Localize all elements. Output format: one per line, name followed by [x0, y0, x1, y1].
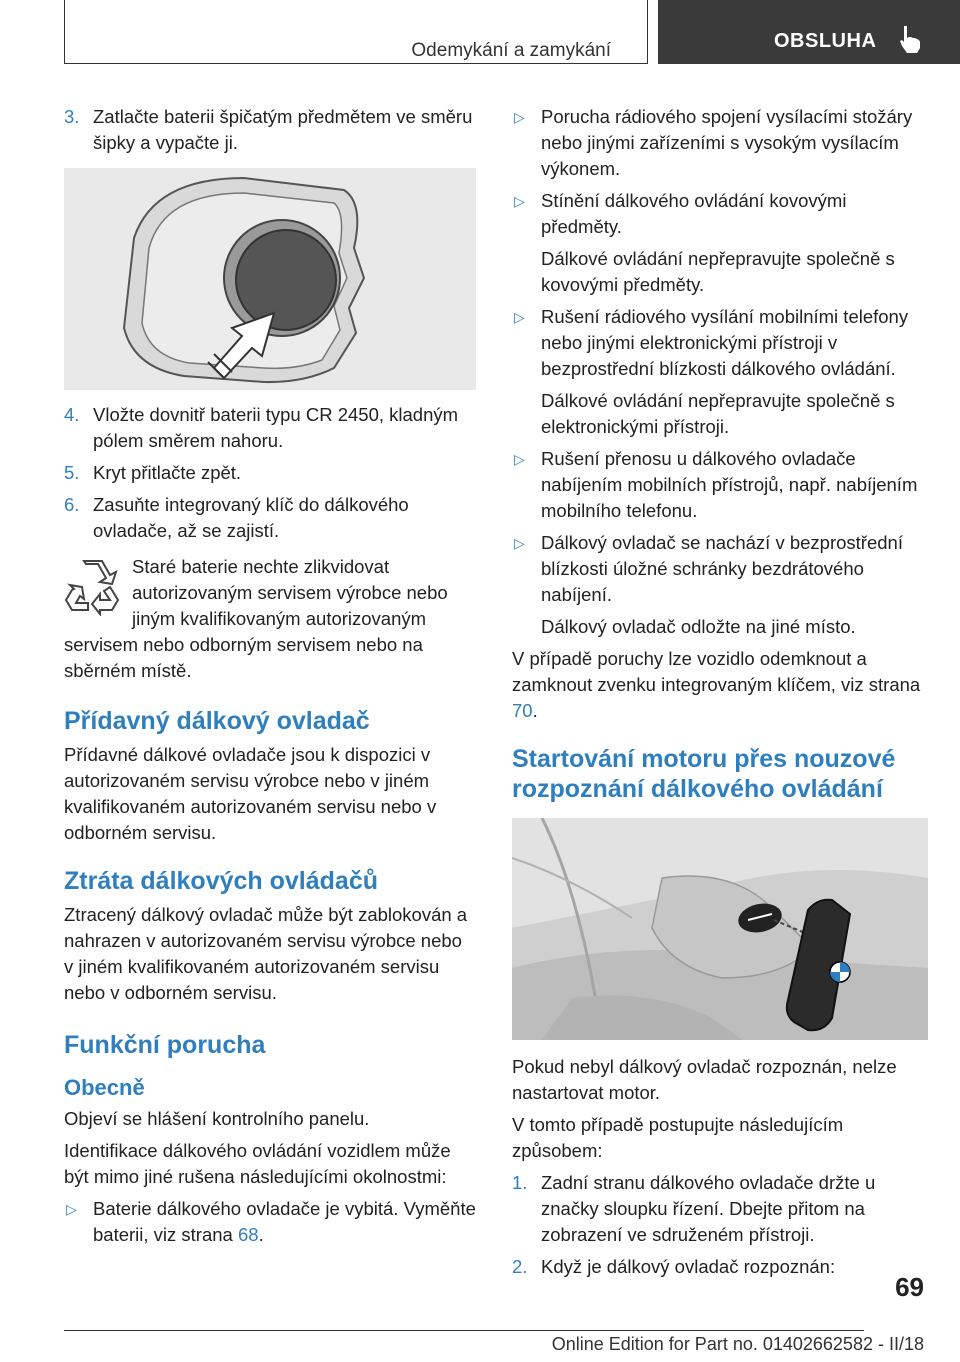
- bullet-metal-shielding: [512, 188, 928, 240]
- hand-pointer-icon: [898, 24, 924, 54]
- step-number: 4.: [64, 404, 80, 425]
- page-link-70[interactable]: 70: [512, 700, 533, 721]
- bullet-wireless-tray-note: Dálkový ovladač odložte na jiné místo.: [541, 616, 856, 637]
- header-chapter-title: OBSLUHA: [774, 30, 877, 52]
- start-step-1: [512, 1170, 928, 1248]
- bullet-text: Stínění dálkového ovládání kovovými předměty.: [541, 190, 847, 237]
- step-4: [64, 402, 476, 454]
- bullet-wireless-tray: [512, 530, 928, 608]
- bullet-metal-shielding-note: Dálkové ovládání nepřepravujte společně s kovovými předměty.: [541, 248, 895, 295]
- step-number: 3.: [64, 106, 80, 127]
- bullet-text-end: .: [258, 1224, 264, 1245]
- left-column: [64, 104, 476, 1254]
- step-text: Zasuňte integrovaný klíč do dálkového ovladače, až se zajistí.: [93, 494, 409, 541]
- bullet-text: Dálkový ovladač se nachází v bezprostřední blízkosti úložné schránky bezdrátového nabíjení.: [541, 532, 903, 605]
- recycle-note: [64, 554, 476, 684]
- header-chapter-tab: [658, 0, 960, 64]
- paragraph-general-2: Identifikace dálkového ovládání vozidlem může být mimo jiné rušena následujícími okolnostmi:: [64, 1140, 451, 1187]
- paragraph-general-1: Objeví se hlášení kontrolního panelu.: [64, 1108, 370, 1129]
- header-section-title: Odemykání a zamykání: [411, 40, 611, 61]
- step-number: 1.: [512, 1172, 528, 1193]
- step-5: [64, 460, 476, 486]
- paragraph-text: V případě poruchy lze vozidlo odemknout a zamknout zvenku integrovaným klíčem, viz strana: [512, 648, 921, 695]
- bullet-text: Rušení přenosu u dálkového ovladače nabíjením mobilních přístrojů, např. nabíjením mobilního telefonu.: [541, 448, 918, 521]
- bullet-mobile-interference: [512, 304, 928, 382]
- triangle-bullet-icon: ▷: [514, 309, 525, 325]
- step-number: 5.: [64, 462, 80, 483]
- step-text: Vložte dovnitř baterii typu CR 2450, kladným pólem směrem nahoru.: [93, 404, 459, 451]
- heading-emergency-start: Startování motoru přes nouzové rozpoznání dálkového ovládání: [512, 745, 896, 803]
- triangle-bullet-icon: ▷: [514, 451, 525, 467]
- paragraph-start-1: Pokud nebyl dálkový ovladač rozpoznán, nelze nastartovat motor.: [512, 1056, 897, 1103]
- step-text: Když je dálkový ovladač rozpoznán:: [541, 1256, 836, 1277]
- step-3: [64, 104, 476, 156]
- key-fob-drawing: [64, 168, 476, 390]
- triangle-bullet-icon: ▷: [514, 193, 525, 209]
- footer-edition: Online Edition for Part no. 01402662582 - II/18: [551, 1334, 924, 1354]
- battery-removal-illustration: [64, 168, 476, 390]
- step-number: 6.: [64, 494, 80, 515]
- recycle-icon: [64, 556, 120, 616]
- step-text: Zadní stranu dálkového ovladače držte u značky sloupku řízení. Dbejte přitom na zobrazení ve sdruženém přístroji.: [541, 1172, 876, 1245]
- header-section-box: [64, 0, 648, 64]
- steering-column-illustration: [512, 818, 928, 1040]
- step-6: [64, 492, 476, 544]
- steering-column-drawing: [512, 818, 928, 1040]
- heading-extra-remote: Přídavný dálkový ovladač: [64, 707, 370, 735]
- right-column: [512, 104, 928, 1286]
- step-number: 2.: [512, 1256, 528, 1277]
- bullet-mobile-interference-note: Dálkové ovládání nepřepravujte společně s elektronickými přístroji.: [541, 390, 895, 437]
- bullet-radio-interference: [512, 104, 928, 182]
- start-step-2: [512, 1254, 928, 1280]
- triangle-bullet-icon: ▷: [66, 1201, 77, 1217]
- heading-malfunction: Funkční porucha: [64, 1031, 266, 1059]
- bullet-text: Baterie dálkového ovladače je vybitá. Vyměňte baterii, viz strana: [93, 1198, 476, 1245]
- paragraph-extra-remote: Přídavné dálkové ovladače jsou k dispozici v autorizovaném servisu výrobce nebo v jiném kvalifikovaném autorizovaném servisu nebo v odborném servisu.: [64, 744, 437, 843]
- paragraph-start-2: V tomto případě postupujte následujícím způsobem:: [512, 1114, 844, 1161]
- step-text: Zatlačte baterii špičatým předmětem ve směru šipky a vypačte ji.: [93, 106, 473, 153]
- paragraph-fault-unlock: [512, 646, 928, 724]
- heading-remote-loss: Ztráta dálkových ovládačů: [64, 867, 379, 895]
- paragraph-remote-loss: Ztracený dálkový ovladač může být zablokován a nahrazen v autorizovaném servisu výrobce nebo v jiném kvalifikovaném autorizovaném servisu nebo v odborném servisu.: [64, 904, 468, 1003]
- paragraph-text-end: .: [532, 700, 538, 721]
- footer-divider: [64, 1330, 864, 1331]
- step-text: Kryt přitlačte zpět.: [93, 462, 242, 483]
- heading-general: Obecně: [64, 1075, 145, 1100]
- triangle-bullet-icon: ▷: [514, 109, 525, 125]
- page-link-68[interactable]: 68: [237, 1224, 259, 1245]
- page-number: 69: [895, 1272, 924, 1302]
- bullet-battery-empty: [64, 1196, 476, 1248]
- bullet-charging-interference: [512, 446, 928, 524]
- bullet-text: Rušení rádiového vysílání mobilními telefony nebo jinými elektronickými přístroji v bezprostřední blízkosti dálkového ovládání.: [541, 306, 909, 379]
- bullet-text: Porucha rádiového spojení vysílacími stožáry nebo jinými zařízeními s vysokým vysílacím výkonem.: [541, 106, 913, 179]
- triangle-bullet-icon: ▷: [514, 535, 525, 551]
- recycle-note-text: Staré baterie nechte zlikvidovat autorizovaným servisem výrobce nebo jiným kvalifikovaným autorizovaným servisem nebo odborným servisem nebo na sběrném místě.: [64, 556, 448, 681]
